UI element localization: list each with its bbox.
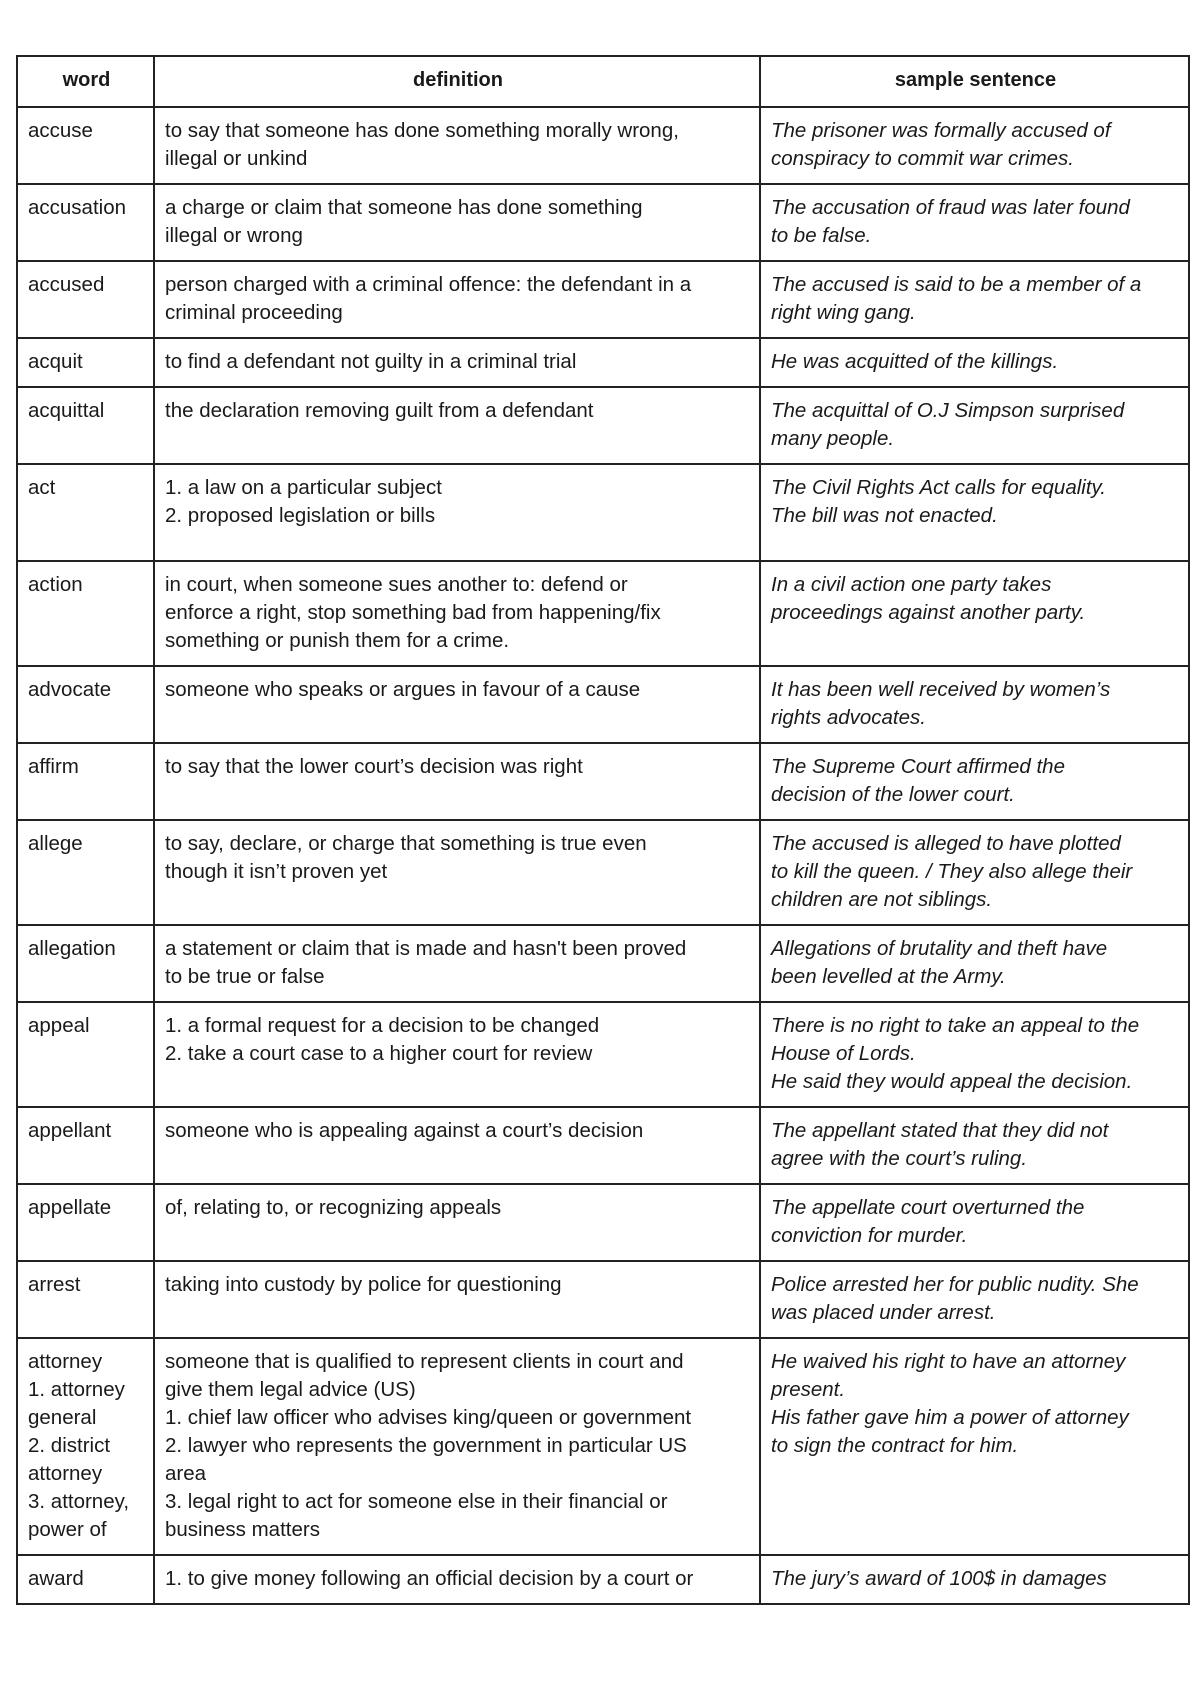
table-row — [17, 666, 1189, 743]
definition-line: a statement or claim that is made and hasn't been proved — [165, 937, 687, 960]
definition-line: to say that the lower court’s decision was right — [165, 755, 583, 778]
sample-sentence-line: The Civil Rights Act calls for equality. — [771, 476, 1106, 499]
definition-cell — [154, 743, 760, 820]
sample-sentence-cell — [760, 1184, 1189, 1261]
header-definition: definition — [154, 56, 760, 107]
sample-sentence-cell — [760, 1555, 1189, 1604]
table-row — [17, 338, 1189, 387]
sample-sentence-cell — [760, 261, 1189, 338]
definition-cell — [154, 387, 760, 464]
definition-cell — [154, 1261, 760, 1338]
sample-sentence-line: Allegations of brutality and theft have — [771, 937, 1108, 960]
word-line: power of — [28, 1518, 107, 1541]
table-row — [17, 561, 1189, 666]
word-line: accuse — [28, 119, 93, 142]
definition-line: of, relating to, or recognizing appeals — [165, 1196, 502, 1219]
sample-sentence-line: decision of the lower court. — [771, 783, 1015, 806]
sample-sentence-cell — [760, 387, 1189, 464]
table-row — [17, 464, 1189, 561]
definition-line: business matters — [165, 1518, 320, 1541]
sample-sentence-cell — [760, 464, 1189, 561]
definition-line: someone who speaks or argues in favour of a cause — [165, 678, 641, 701]
sample-sentence-cell — [760, 1338, 1189, 1555]
table-row — [17, 925, 1189, 1002]
definition-cell — [154, 666, 760, 743]
sample-sentence-line: was placed under arrest. — [771, 1301, 996, 1324]
definition-line: person charged with a criminal offence: the defendant in a — [165, 273, 692, 296]
sample-sentence-line: to kill the queen. / They also allege their — [771, 860, 1133, 883]
definition-line: taking into custody by police for questioning — [165, 1273, 562, 1296]
sample-sentence-line: been levelled at the Army. — [771, 965, 1006, 988]
sample-sentence-cell — [760, 1002, 1189, 1107]
definition-cell — [154, 464, 760, 561]
definition-cell — [154, 925, 760, 1002]
definition-cell — [154, 820, 760, 925]
header-word: word — [17, 56, 154, 107]
sample-sentence-cell — [760, 338, 1189, 387]
table-row — [17, 1338, 1189, 1555]
sample-sentence-cell — [760, 820, 1189, 925]
word-cell — [17, 743, 154, 820]
word-line: acquit — [28, 350, 83, 373]
sample-sentence-line: present. — [771, 1378, 846, 1401]
word-line: act — [28, 476, 56, 499]
definition-line: the declaration removing guilt from a defendant — [165, 399, 594, 422]
sample-sentence-line: The accused is alleged to have plotted — [771, 832, 1121, 855]
definition-line: 2. lawyer who represents the government in particular US — [165, 1434, 687, 1457]
word-line: award — [28, 1567, 84, 1590]
word-cell — [17, 1107, 154, 1184]
sample-sentence-cell — [760, 107, 1189, 184]
definition-line: 2. proposed legislation or bills — [165, 504, 436, 527]
definition-cell — [154, 338, 760, 387]
sample-sentence-line: many people. — [771, 427, 895, 450]
sample-sentence-line: right wing gang. — [771, 301, 916, 324]
sample-sentence-line: rights advocates. — [771, 706, 926, 729]
sample-sentence-line: He waived his right to have an attorney — [771, 1350, 1126, 1373]
sample-sentence-line: The accused is said to be a member of a — [771, 273, 1142, 296]
definition-line: something or punish them for a crime. — [165, 629, 510, 652]
table-row — [17, 107, 1189, 184]
definition-line: give them legal advice (US) — [165, 1378, 416, 1401]
word-cell — [17, 107, 154, 184]
sample-sentence-line: The appellate court overturned the — [771, 1196, 1085, 1219]
sample-sentence-line: conviction for murder. — [771, 1224, 968, 1247]
word-line: 3. attorney, — [28, 1490, 130, 1513]
table-row — [17, 1184, 1189, 1261]
definition-line: to be true or false — [165, 965, 325, 988]
word-line: acquittal — [28, 399, 105, 422]
word-line: 2. district — [28, 1434, 111, 1457]
definition-line: illegal or wrong — [165, 224, 303, 247]
definition-cell — [154, 107, 760, 184]
table-row — [17, 184, 1189, 261]
word-line: accusation — [28, 196, 127, 219]
word-cell — [17, 184, 154, 261]
word-line: arrest — [28, 1273, 81, 1296]
word-line: attorney — [28, 1462, 103, 1485]
sample-sentence-cell — [760, 925, 1189, 1002]
definition-line: to say, declare, or charge that something is true even — [165, 832, 647, 855]
word-line: 1. attorney — [28, 1378, 125, 1401]
table-row — [17, 743, 1189, 820]
word-cell — [17, 925, 154, 1002]
word-cell — [17, 387, 154, 464]
definition-cell — [154, 184, 760, 261]
sample-sentence-line: children are not siblings. — [771, 888, 993, 911]
header-row — [17, 56, 1189, 107]
table-row — [17, 1261, 1189, 1338]
sample-sentence-line: There is no right to take an appeal to the — [771, 1014, 1140, 1037]
word-cell — [17, 820, 154, 925]
sample-sentence-line: The acquittal of O.J Simpson surprised — [771, 399, 1125, 422]
definition-line: 2. take a court case to a higher court for review — [165, 1042, 593, 1065]
sample-sentence-line: The jury’s award of 100$ in damages — [771, 1567, 1107, 1590]
definition-cell — [154, 1555, 760, 1604]
sample-sentence-cell — [760, 1107, 1189, 1184]
sample-sentence-line: His father gave him a power of attorney — [771, 1406, 1129, 1429]
definition-line: area — [165, 1462, 207, 1485]
word-cell — [17, 464, 154, 561]
word-cell — [17, 666, 154, 743]
sample-sentence-line: conspiracy to commit war crimes. — [771, 147, 1075, 170]
word-line: allege — [28, 832, 83, 855]
word-line: general — [28, 1406, 97, 1429]
table-row — [17, 820, 1189, 925]
word-cell — [17, 1555, 154, 1604]
header-sample-sentence: sample sentence — [760, 56, 1189, 107]
definition-line: in court, when someone sues another to: defend or — [165, 573, 628, 596]
sample-sentence-line: The appellant stated that they did not — [771, 1119, 1109, 1142]
definition-line: someone who is appealing against a court’s decision — [165, 1119, 644, 1142]
sample-sentence-line: The prisoner was formally accused of — [771, 119, 1111, 142]
table-row — [17, 1107, 1189, 1184]
sample-sentence-line: The Supreme Court affirmed the — [771, 755, 1065, 778]
sample-sentence-cell — [760, 666, 1189, 743]
sample-sentence-line: It has been well received by women’s — [771, 678, 1111, 701]
definition-line: illegal or unkind — [165, 147, 308, 170]
sample-sentence-line: proceedings against another party. — [771, 601, 1086, 624]
definition-cell — [154, 261, 760, 338]
sample-sentence-line: agree with the court’s ruling. — [771, 1147, 1028, 1170]
sample-sentence-line: to be false. — [771, 224, 872, 247]
table-row — [17, 387, 1189, 464]
definition-cell — [154, 1002, 760, 1107]
word-line: affirm — [28, 755, 79, 778]
sample-sentence-line: He said they would appeal the decision. — [771, 1070, 1133, 1093]
word-cell — [17, 338, 154, 387]
definition-cell — [154, 1338, 760, 1555]
vocabulary-table — [16, 55, 1190, 1605]
word-line: accused — [28, 273, 105, 296]
sample-sentence-line: The bill was not enacted. — [771, 504, 998, 527]
word-cell — [17, 1261, 154, 1338]
definition-cell — [154, 1184, 760, 1261]
definition-line: criminal proceeding — [165, 301, 343, 324]
definition-line: 1. chief law officer who advises king/queen or government — [165, 1406, 692, 1429]
sample-sentence-cell — [760, 184, 1189, 261]
word-cell — [17, 261, 154, 338]
word-cell — [17, 1184, 154, 1261]
table-row — [17, 1555, 1189, 1604]
word-line: appeal — [28, 1014, 90, 1037]
definition-line: to find a defendant not guilty in a criminal trial — [165, 350, 577, 373]
definition-line: enforce a right, stop something bad from happening/fix — [165, 601, 661, 624]
table-row — [17, 1002, 1189, 1107]
word-line: appellate — [28, 1196, 112, 1219]
word-cell — [17, 561, 154, 666]
word-line: advocate — [28, 678, 112, 701]
definition-line: though it isn’t proven yet — [165, 860, 388, 883]
word-line: appellant — [28, 1119, 112, 1142]
table-row — [17, 261, 1189, 338]
definition-line: someone that is qualified to represent clients in court and — [165, 1350, 684, 1373]
definition-line: a charge or claim that someone has done something — [165, 196, 643, 219]
sample-sentence-line: In a civil action one party takes — [771, 573, 1052, 596]
sample-sentence-cell — [760, 1261, 1189, 1338]
word-line: allegation — [28, 937, 116, 960]
definition-line: 1. a formal request for a decision to be changed — [165, 1014, 600, 1037]
sample-sentence-cell — [760, 743, 1189, 820]
definition-cell — [154, 561, 760, 666]
definition-cell — [154, 1107, 760, 1184]
sample-sentence-line: to sign the contract for him. — [771, 1434, 1019, 1457]
sample-sentence-cell — [760, 561, 1189, 666]
definition-line: 1. to give money following an official decision by a court or — [165, 1567, 694, 1590]
word-line: action — [28, 573, 83, 596]
definition-line: 1. a law on a particular subject — [165, 476, 442, 499]
sample-sentence-line: He was acquitted of the killings. — [771, 350, 1059, 373]
sample-sentence-line: The accusation of fraud was later found — [771, 196, 1130, 219]
sample-sentence-line: House of Lords. — [771, 1042, 916, 1065]
word-line: attorney — [28, 1350, 103, 1373]
definition-line: to say that someone has done something morally wrong, — [165, 119, 679, 142]
word-cell — [17, 1002, 154, 1107]
definition-line: 3. legal right to act for someone else in their financial or — [165, 1490, 668, 1513]
sample-sentence-line: Police arrested her for public nudity. She — [771, 1273, 1139, 1296]
word-cell — [17, 1338, 154, 1555]
